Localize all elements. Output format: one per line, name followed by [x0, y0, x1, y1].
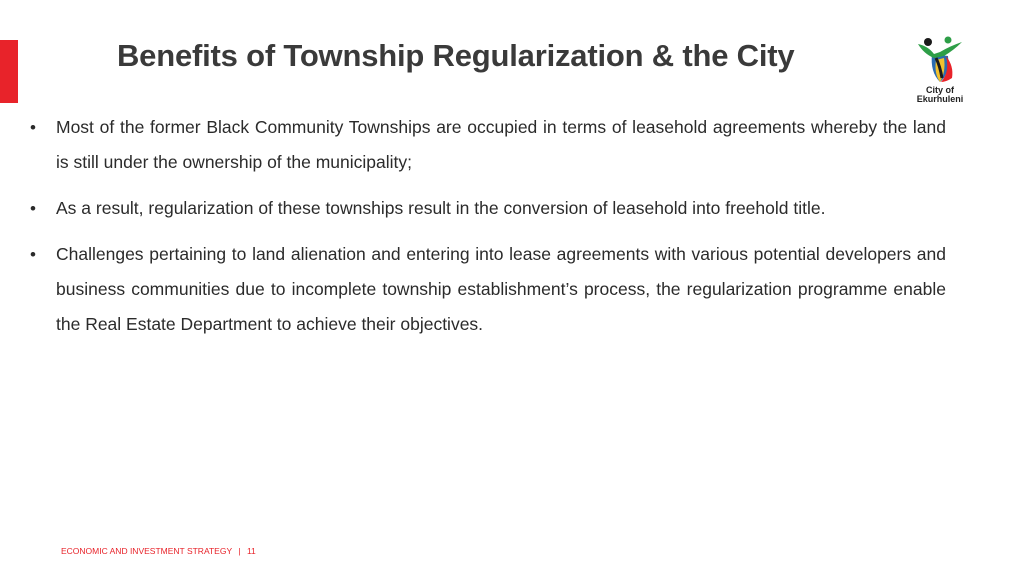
bullet-dot-icon: •	[30, 199, 36, 218]
bullet-list	[30, 110, 946, 353]
slide-title: Benefits of Township Regularization & the City	[117, 38, 795, 73]
footer	[61, 546, 256, 556]
logo-text-line2: Ekurhuleni	[916, 94, 964, 104]
logo-text-line1: City of	[926, 85, 954, 95]
footer-separator: |	[238, 546, 241, 556]
bullet-item	[30, 110, 946, 180]
bullet-item	[30, 237, 946, 342]
bullet-text: As a result, regularization of these townships result in the conversion of leasehold into freehold title.	[56, 198, 826, 218]
bullet-item	[30, 191, 946, 226]
bullet-text: Challenges pertaining to land alienation and entering into lease agreements with various potential developers and business communities due to incomplete township establishment’s process, the regularization programme enable the Real Estate Department to achieve their objectives.	[56, 244, 946, 334]
city-logo	[910, 36, 970, 104]
footer-label: ECONOMIC AND INVESTMENT STRATEGY	[61, 546, 232, 556]
city-of-ekurhuleni-logo-icon	[910, 36, 970, 86]
bullet-dot-icon: •	[30, 118, 36, 137]
bullet-text: Most of the former Black Community Townships are occupied in terms of leasehold agreements whereby the land is still under the ownership of the municipality;	[56, 117, 946, 172]
accent-bar	[0, 40, 18, 103]
page-number: 11	[246, 546, 256, 556]
bullet-dot-icon: •	[30, 245, 36, 264]
